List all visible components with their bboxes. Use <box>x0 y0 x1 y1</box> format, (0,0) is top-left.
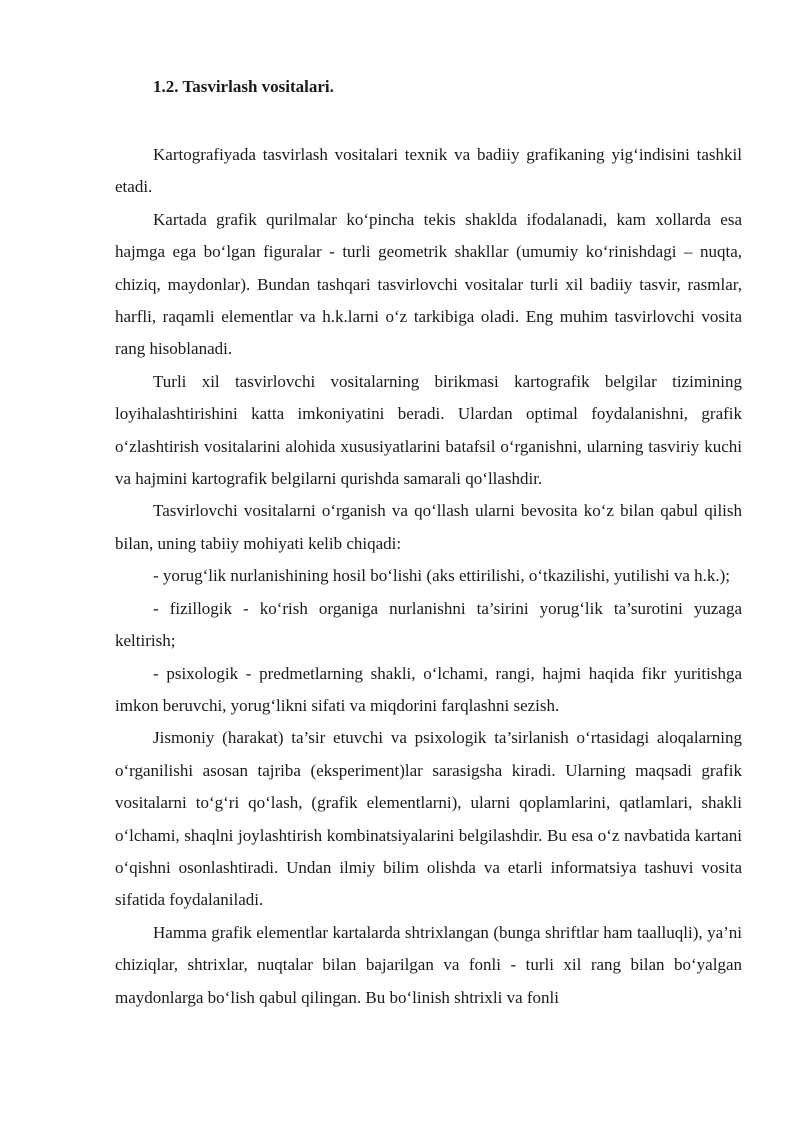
body-text <box>115 139 742 1014</box>
paragraph: Kartografiyada tasvirlash vositalari texnik va badiiy grafikaning yig‘indisini tashkil etadi. <box>115 145 742 197</box>
paragraph: Hamma grafik elementlar kartalarda shtrixlangan (bunga shriftlar ham taalluqli), ya’ni chiziqlar, shtrixlar, nuqtalar bilan bajarilgan va fonli - turli xil rang bilan bo‘yalgan maydonlarga bo‘lish qabul qilingan. Bu bo‘linish shtrixli va fonli <box>115 922 742 1007</box>
section-heading: 1.2. Tasvirlash vositalari. <box>153 77 334 96</box>
list-item: - yorug‘lik nurlanishining hosil bo‘lishi (aks ettirilishi, o‘tkazilishi, yutilishi va h.k.); <box>153 566 731 586</box>
list-item: - psixologik - predmetlarning shakli, o‘lchami, rangi, hajmi haqida fikr yuritishga imkon beruvchi, yorug‘likni sifati va miqdorini farqlashni sezish. <box>115 663 742 715</box>
list-item: - fizillogik - ko‘rish organiga nurlanishni ta’sirini yorug‘lik ta’surotini yuzaga keltirish; <box>115 598 742 651</box>
paragraph: Jismoniy (harakat) ta’sir etuvchi va psixologik ta’sirlanish o‘rtasidagi aloqalarning o‘rganilishi asosan tajriba (eksperiment)lar sarasigsha kiradi. Ularning maqsadi grafik vositalarni to‘g‘ri qo‘lash, (grafik elementlarni), ularni qoplamlarini, qatlamlari, shakli o‘lchami, shaqlni joylashtirish kombinatsiyalarini belgilashdir. Bu esa o‘z navbatida kartani o‘qishni osonlashtiradi. Undan ilmiy bilim olishda va etarli informatsiya tashuvi vosita sifatida foydalaniladi. <box>115 728 742 910</box>
paragraph: Tasvirlovchi vositalarni o‘rganish va qo‘llash ularni bevosita ko‘z bilan qabul qilish bilan, uning tabiiy mohiyati kelib chiqadi: <box>115 501 742 553</box>
paragraph: Kartada grafik qurilmalar ko‘pincha tekis shaklda ifodalanadi, kam xollarda esa hajmga ega bo‘lgan figuralar - turli geometrik shakllar (umumiy ko‘rinishdagi – nuqta, chiziq, maydonlar). Bundan tashqari tasvirlovchi vositalar turli xil badiiy tasvir, rasmlar, harfli, raqamli elementlar va h.k.larni o‘z tarkibiga oladi. Eng muhim tasvirlovchi vosita rang hisoblanadi. <box>115 209 742 359</box>
paragraph: Turli xil tasvirlovchi vositalarning birikmasi kartografik belgilar tizimining loyihalashtirishini katta imkoniyatini beradi. Ulardan optimal foydalanishni, grafik o‘zlashtirish vositalarini alohida xususiyatlarini batafsil o‘rganishni, ularning tasviriy kuchi va hajmini kartografik belgilarni qurishda samarali qo‘llashdir. <box>115 371 742 489</box>
